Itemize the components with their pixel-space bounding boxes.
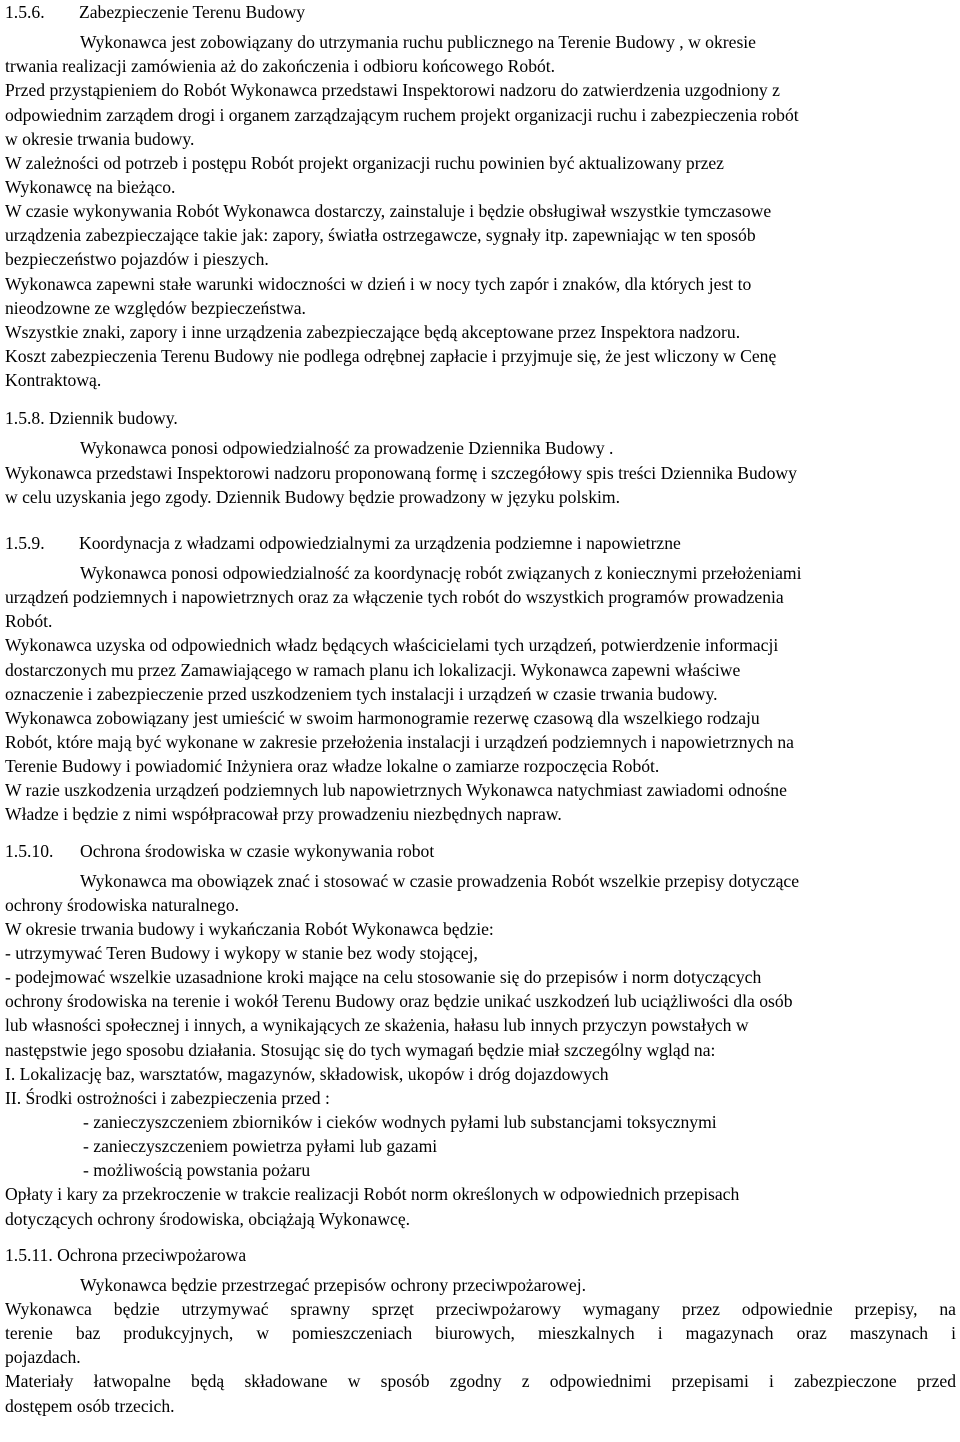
paragraph-line: w okresie trwania budowy.: [5, 128, 195, 149]
paragraph-line: terenie baz produkcyjnych, w pomieszczeniach biurowych, mieszkalnych i magazynach oraz maszynach i: [5, 1323, 956, 1344]
paragraph-line: Przed przystąpieniem do Robót Wykonawca przedstawi Inspektorowi nadzoru do zatwierdzenia uzgodniony z: [5, 80, 780, 101]
paragraph-line: urządzenia zabezpieczające takie jak: zapory, światła ostrzegawcze, sygnały itp. zapewniając w ten sposób: [5, 225, 756, 246]
paragraph-line: Wykonawca przedstawi Inspektorowi nadzoru proponowaną formę i szczegółowy spis treści Dziennika Budowy: [5, 462, 797, 483]
section-heading-1-5-8: 1.5.8. Dziennik budowy.: [5, 408, 178, 429]
paragraph-line: W razie uszkodzenia urządzeń podziemnych lub napowietrznych Wykonawca natychmiast zawiadomi odnośne: [5, 780, 787, 801]
paragraph-line: w celu uzyskania jego zgody. Dziennik Budowy będzie prowadzony w języku polskim.: [5, 486, 620, 507]
paragraph-line: Wykonawca ponosi odpowiedzialność za prowadzenie Dziennika Budowy .: [80, 438, 614, 459]
list-item: - zanieczyszczeniem powietrza pyłami lub gazami: [83, 1136, 438, 1157]
section-number: 1.5.10.: [5, 840, 54, 861]
paragraph-line: Robót.: [5, 611, 53, 632]
paragraph-line: dostarczonych mu przez Zamawiającego w ramach planu ich lokalizacji. Wykonawca zapewni właściwe: [5, 659, 741, 680]
paragraph-line: Władze i będzie z nimi współpracował przy prowadzeniu niezbędnych napraw.: [5, 804, 562, 825]
section-heading-1-5-11: 1.5.11. Ochrona przeciwpożarowa: [5, 1244, 247, 1265]
list-item: - zanieczyszczeniem zbiorników i cieków wodnych pyłami lub substancjami toksycznymi: [83, 1112, 717, 1133]
section-title: Ochrona środowiska w czasie wykonywania robot: [80, 840, 435, 861]
paragraph-line: dostępem osób trzecich.: [5, 1395, 175, 1416]
paragraph-line: lub własności społecznej i innych, a wynikających ze skażenia, hałasu lub innych przyczyn powstałych w: [5, 1015, 749, 1036]
section-title: Zabezpieczenie Terenu Budowy: [79, 2, 306, 22]
paragraph-line: ochrony środowiska na terenie i wokół Terenu Budowy oraz będzie unikać uszkodzeń lub uciążliwości dla osób: [5, 991, 793, 1012]
paragraph-line: Wykonawca ponosi odpowiedzialność za koordynację robót związanych z koniecznymi przełożeniami: [80, 562, 802, 583]
list-item: - możliwością powstania pożaru: [83, 1160, 311, 1181]
section-number: 1.5.6.: [5, 2, 45, 22]
paragraph-line: Wykonawca uzyska od odpowiednich władz będących właścicielami tych urządzeń, potwierdzenie informacji: [5, 635, 779, 656]
paragraph-line: oznaczenie i zabezpieczenie przed uszkodzeniem tych instalacji i urządzeń w czasie trwania budowy.: [5, 683, 718, 704]
paragraph-line: odpowiednim zarządem drogi i organem zarządzającym ruchem projekt organizacji ruchu i zabezpieczenia robót: [5, 104, 799, 125]
paragraph-line: nieodzowne ze względów bezpieczeństwa.: [5, 297, 306, 318]
paragraph-line: W czasie wykonywania Robót Wykonawca dostarczy, zainstaluje i będzie obsługiwał wszystkie tymczasowe: [5, 201, 772, 222]
paragraph-line: Wykonawca będzie przestrzegać przepisów ochrony przeciwpożarowej.: [80, 1274, 586, 1295]
list-item: II. Środki ostrożności i zabezpieczenia przed :: [5, 1087, 330, 1108]
paragraph-line: Wykonawca ma obowiązek znać i stosować w czasie prowadzenia Robót wszelkie przepisy dotyczące: [80, 870, 800, 891]
paragraph-line: Wykonawca będzie utrzymywać sprawny sprzęt przeciwpożarowy wymagany przez odpowiednie przepisy, na: [5, 1299, 956, 1320]
list-item: - utrzymywać Teren Budowy i wykopy w stanie bez wody stojącej,: [5, 943, 478, 964]
paragraph-line: bezpieczeństwo pojazdów i pieszych.: [5, 249, 269, 270]
paragraph-line: Kontraktową.: [5, 370, 102, 391]
paragraph-line: Terenie Budowy i powiadomić Inżyniera oraz władze lokalne o zamiarze rozpoczęcia Robót.: [5, 756, 660, 777]
paragraph-line: następstwie jego sposobu działania. Stosując się do tych wymagań będzie miał szczególny wgląd na:: [5, 1039, 716, 1060]
paragraph-line: Wykonawca jest zobowiązany do utrzymania ruchu publicznego na Terenie Budowy , w okresie: [80, 32, 756, 53]
paragraph-line: W zależności od potrzeb i postępu Robót projekt organizacji ruchu powinien być aktualizowany przez: [5, 152, 724, 173]
paragraph-line: Wykonawca zapewni stałe warunki widoczności w dzień i w nocy tych zapór i znaków, dla których jest to: [5, 273, 752, 294]
paragraph-line: Materiały łatwopalne będą składowane w sposób zgodny z odpowiednimi przepisami i zabezpieczone przed: [5, 1371, 956, 1392]
section-heading-1-5-6: [5, 0, 956, 24]
section-title: Koordynacja z władzami odpowiedzialnymi za urządzenia podziemne i napowietrzne: [79, 532, 681, 553]
list-item: I. Lokalizację baz, warsztatów, magazynów, składowisk, ukopów i dróg dojazdowych: [5, 1063, 609, 1084]
paragraph-line: Robót, które mają być wykonane w zakresie przełożenia instalacji i urządzeń podziemnych i napowietrznych na: [5, 731, 794, 752]
paragraph-line: urządzeń podziemnych i napowietrznych oraz za włączenie tych robót do wszystkich programów prowadzenia: [5, 587, 784, 608]
section-number: 1.5.9.: [5, 532, 45, 553]
paragraph-line: Wykonawca zobowiązany jest umieścić w swoim harmonogramie rezerwę czasową dla wszelkiego rodzaju: [5, 707, 760, 728]
list-item: - podejmować wszelkie uzasadnione kroki mające na celu stosowanie się do przepisów i norm dotyczących: [5, 967, 762, 988]
paragraph-line: Wykonawcę na bieżąco.: [5, 176, 176, 197]
section-heading-1-5-9: [5, 531, 956, 555]
paragraph-line: pojazdach.: [5, 1347, 81, 1368]
section-heading-1-5-10: [5, 839, 956, 863]
paragraph-line: Koszt zabezpieczenia Terenu Budowy nie podlega odrębnej zapłacie i przyjmuje się, że jest wliczony w Cenę: [5, 345, 777, 366]
paragraph-line: dotyczących ochrony środowiska, obciążają Wykonawcę.: [5, 1208, 411, 1229]
paragraph-line: Opłaty i kary za przekroczenie w trakcie realizacji Robót norm określonych w odpowiednich przepisach: [5, 1184, 740, 1205]
paragraph-line: Wszystkie znaki, zapory i inne urządzenia zabezpieczające będą akceptowane przez Inspektora nadzoru.: [5, 321, 741, 342]
paragraph-line: trwania realizacji zamówienia aż do zakończenia i odbioru końcowego Robót.: [5, 56, 556, 77]
paragraph-line: W okresie trwania budowy i wykańczania Robót Wykonawca będzie:: [5, 918, 494, 939]
document-page: [5, 0, 956, 1418]
paragraph-line: ochrony środowiska naturalnego.: [5, 894, 240, 915]
